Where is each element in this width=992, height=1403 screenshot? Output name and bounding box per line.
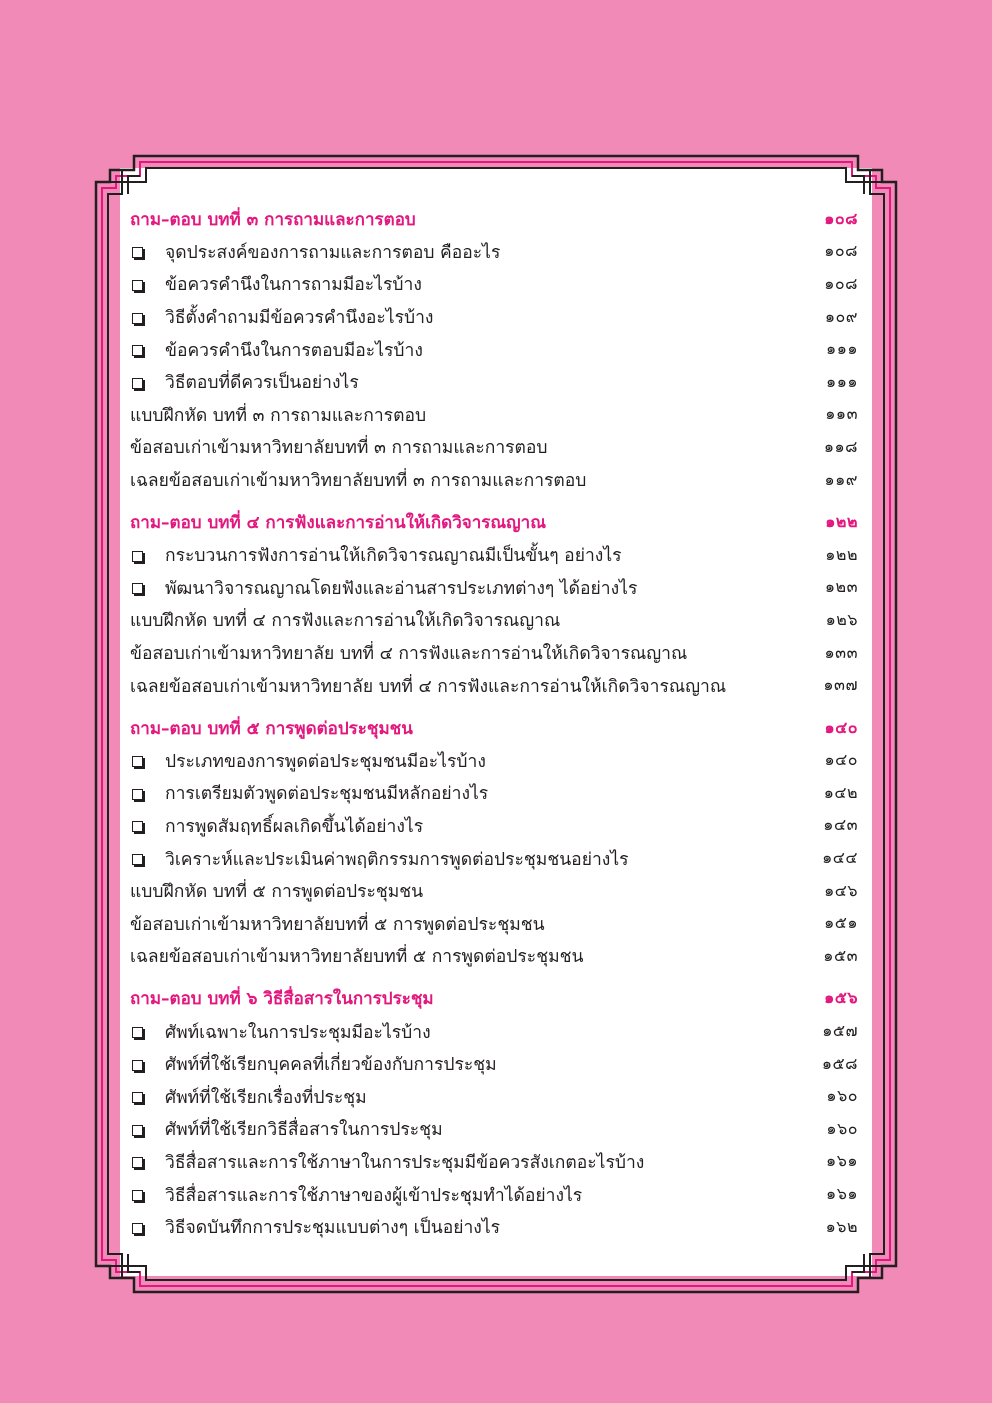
toc-entry-page: ๑๖๑: [826, 1184, 858, 1204]
toc-entry-text: วิธีสื่อสารและการใช้ภาษาของผู้เข้าประชุมทำได้อย่างไร: [165, 1185, 583, 1206]
checkbox-bullet-icon: [132, 583, 143, 594]
checkbox-bullet-icon: [132, 1060, 143, 1071]
toc-entry[interactable]: [130, 236, 858, 269]
toc-entry-page: ๑๔๐: [824, 750, 858, 770]
toc-entry-text: ศัพท์ที่ใช้เรียกบุคคลที่เกี่ยวข้องกับการประชุม: [165, 1055, 497, 1076]
toc-entry-page: ๑๕๓: [823, 945, 858, 965]
toc-entry-text: พัฒนาวิจารณญาณโดยฟังและอ่านสารประเภทต่างๆ ได้อย่างไร: [165, 578, 638, 599]
section-heading[interactable]: [130, 203, 858, 236]
toc-entry-page: ๑๖๒: [825, 1216, 858, 1236]
toc-entry[interactable]: [130, 907, 858, 940]
toc-entry-page: ๑๖๐: [826, 1118, 858, 1138]
toc-entry-page: ๑๕๗: [822, 1021, 858, 1041]
toc-entry[interactable]: [130, 268, 858, 301]
toc-entry-left: [130, 812, 423, 840]
toc-entry[interactable]: [130, 875, 858, 908]
toc-entry-text: ศัพท์เฉพาะในการประชุมมีอะไรบ้าง: [165, 1022, 431, 1043]
toc-entry-left: [130, 270, 422, 298]
toc-entry-text: ศัพท์ที่ใช้เรียกเรื่องที่ประชุม: [165, 1087, 367, 1108]
toc-entry-text: แบบฝึกหัด บทที่ ๕ การพูดต่อประชุมชน: [130, 882, 424, 903]
toc-section: [130, 506, 858, 712]
checkbox-bullet-icon: [132, 345, 143, 356]
toc-entry-left: [130, 1115, 443, 1143]
checkbox-bullet-icon: [132, 1125, 143, 1136]
toc-entry-left: [130, 1083, 367, 1111]
toc-entry-left: [130, 368, 359, 396]
toc-entry-text: ข้อสอบเก่าเข้ามหาวิทยาลัยบทที่ ๕ การพูดต่อประชุมชน: [130, 914, 545, 935]
toc-entry[interactable]: [130, 940, 858, 973]
toc-section: [130, 983, 858, 1244]
section-heading-page: ๑๕๖: [824, 988, 858, 1008]
checkbox-bullet-icon: [132, 1027, 143, 1038]
toc-entry-text: วิธีตอบที่ดีควรเป็นอย่างไร: [165, 373, 359, 394]
toc-entry-left: [130, 942, 583, 970]
toc-section: [130, 712, 858, 983]
toc-entry-page: ๑๒๓: [824, 577, 858, 597]
toc-entry-page: ๑๑๙: [824, 469, 858, 489]
toc-entry-page: ๑๐๙: [824, 306, 858, 326]
toc-entry-text: เฉลยข้อสอบเก่าเข้ามหาวิทยาลัย บทที่ ๔ การฟังและการอ่านให้เกิดวิจารณญาณ: [130, 676, 727, 697]
toc-entry-text: ข้อสอบเก่าเข้ามหาวิทยาลัยบทที่ ๓ การถามและการตอบ: [130, 438, 548, 459]
toc-entry[interactable]: [130, 1178, 858, 1211]
toc-entry-left: [130, 1181, 582, 1209]
toc-entry-text: ข้อควรคำนึงในการตอบมีอะไรบ้าง: [165, 340, 423, 361]
toc-entry-page: ๑๓๓: [824, 642, 858, 662]
toc-entry-left: [130, 845, 629, 873]
toc-entry-page: ๑๒๖: [825, 609, 858, 629]
toc-entry-text: วิธีจดบันทึกการประชุมแบบต่างๆ เป็นอย่างไร: [165, 1218, 501, 1239]
checkbox-bullet-icon: [132, 551, 143, 562]
toc-entry[interactable]: [130, 810, 858, 843]
toc-entry-text: จุดประสงค์ของการถามและการตอบ คืออะไร: [165, 242, 501, 263]
toc-entry-page: ๑๕๑: [824, 913, 858, 933]
checkbox-bullet-icon: [132, 280, 143, 291]
section-heading-page: ๑๒๒: [825, 512, 858, 532]
section-gap: [130, 702, 858, 712]
section-gap: [130, 973, 858, 983]
toc-entry-text: วิเคราะห์และประเมินค่าพฤติกรรมการพูดต่อประชุมชนอย่างไร: [165, 849, 629, 870]
checkbox-bullet-icon: [132, 247, 143, 258]
table-of-contents: [130, 203, 858, 1243]
toc-entry-left: [130, 747, 486, 775]
toc-entry[interactable]: [130, 1048, 858, 1081]
toc-entry[interactable]: [130, 333, 858, 366]
toc-entry[interactable]: [130, 1146, 858, 1179]
toc-entry-page: ๑๔๖: [824, 880, 858, 900]
toc-entry-text: วิธีสื่อสารและการใช้ภาษาในการประชุมมีข้อควรสังเกตอะไรบ้าง: [165, 1152, 645, 1173]
toc-entry-text: ข้อควรคำนึงในการถามมีอะไรบ้าง: [165, 275, 422, 296]
section-heading-title: ถาม–ตอบ บทที่ ๓ การถามและการตอบ: [130, 209, 416, 230]
toc-entry-page: ๑๑๘: [823, 436, 858, 456]
checkbox-bullet-icon: [132, 821, 143, 832]
toc-entry[interactable]: [130, 669, 858, 702]
toc-entry[interactable]: [130, 1080, 858, 1113]
checkbox-bullet-icon: [132, 313, 143, 324]
toc-entry-page: ๑๔๒: [823, 782, 858, 802]
toc-entry-text: การเตรียมตัวพูดต่อประชุมชนมีหลักอย่างไร: [165, 784, 489, 805]
toc-entry-page: ๑๕๘: [821, 1053, 858, 1073]
toc-entry-left: [130, 303, 433, 331]
toc-entry-text: แบบฝึกหัด บทที่ ๓ การถามและการตอบ: [130, 405, 427, 426]
toc-entry-left: [130, 238, 500, 266]
section-heading-title: ถาม–ตอบ บทที่ ๔ การฟังและการอ่านให้เกิดวิจารณญาณ: [130, 513, 546, 534]
toc-entry[interactable]: [130, 842, 858, 875]
toc-entry-page: ๑๖๐: [826, 1086, 858, 1106]
section-heading-page: ๑๔๐: [824, 717, 858, 737]
toc-entry-left: [130, 910, 545, 938]
section-gap: [130, 496, 858, 506]
toc-entry-page: ๑๑๑: [826, 339, 858, 359]
checkbox-bullet-icon: [132, 1223, 143, 1234]
section-heading-page: ๑๐๘: [824, 208, 858, 228]
section-heading-title: ถาม–ตอบ บทที่ ๕ การพูดต่อประชุมชน: [130, 718, 413, 739]
section-heading[interactable]: [130, 506, 858, 539]
toc-section: [130, 203, 858, 506]
toc-entry-text: ข้อสอบเก่าเข้ามหาวิทยาลัย บทที่ ๔ การฟังและการอ่านให้เกิดวิจารณญาณ: [130, 644, 688, 665]
toc-entry[interactable]: [130, 1015, 858, 1048]
toc-entry[interactable]: [130, 1113, 858, 1146]
toc-entry-text: ศัพท์ที่ใช้เรียกวิธีสื่อสารในการประชุม: [165, 1120, 443, 1141]
toc-entry-page: ๑๖๑: [826, 1151, 858, 1171]
toc-entry-page: ๑๐๘: [824, 241, 858, 261]
toc-entry-left: [130, 1018, 431, 1046]
toc-entry-text: วิธีตั้งคำถามมีข้อควรคำนึงอะไรบ้าง: [165, 308, 434, 329]
toc-entry-page: ๑๒๒: [825, 544, 858, 564]
checkbox-bullet-icon: [132, 1092, 143, 1103]
toc-entry-left: [130, 1213, 500, 1241]
toc-entry[interactable]: [130, 431, 858, 464]
toc-entry[interactable]: [130, 745, 858, 778]
toc-entry-page: ๑๑๑: [826, 371, 858, 391]
toc-entry-left: [130, 541, 622, 569]
toc-entry-text: ประเภทของการพูดต่อประชุมชนมีอะไรบ้าง: [165, 751, 486, 772]
toc-entry[interactable]: [130, 399, 858, 432]
toc-entry[interactable]: [130, 604, 858, 637]
toc-entry-text: เฉลยข้อสอบเก่าเข้ามหาวิทยาลัยบทที่ ๕ การพูดต่อประชุมชน: [130, 947, 584, 968]
checkbox-bullet-icon: [132, 756, 143, 767]
toc-entry[interactable]: [130, 366, 858, 399]
toc-entry[interactable]: [130, 637, 858, 670]
toc-entry-text: กระบวนการฟังการอ่านให้เกิดวิจารณญาณมีเป็นขั้นๆ อย่างไร: [165, 546, 622, 567]
toc-entry-text: เฉลยข้อสอบเก่าเข้ามหาวิทยาลัยบทที่ ๓ การถามและการตอบ: [130, 471, 587, 492]
toc-entry-left: [130, 1050, 497, 1078]
toc-entry-left: [130, 574, 637, 602]
toc-entry-page: ๑๐๘: [824, 273, 858, 293]
section-heading-title: ถาม–ตอบ บทที่ ๖ วิธีสื่อสารในการประชุม: [130, 989, 434, 1010]
toc-entry[interactable]: [130, 301, 858, 334]
section-heading[interactable]: [130, 983, 858, 1016]
toc-entry-left: [130, 336, 423, 364]
toc-entry-page: ๑๓๗: [823, 675, 858, 695]
section-heading[interactable]: [130, 712, 858, 745]
toc-entry-left: [130, 877, 423, 905]
toc-entry-left: [130, 433, 548, 461]
checkbox-bullet-icon: [132, 1157, 143, 1168]
checkbox-bullet-icon: [132, 854, 143, 865]
toc-entry[interactable]: [130, 464, 858, 497]
toc-entry-left: [130, 606, 560, 634]
toc-entry-page: ๑๔๔: [822, 848, 858, 868]
toc-entry[interactable]: [130, 539, 858, 572]
toc-entry-page: ๑๑๓: [825, 404, 858, 424]
toc-entry-text: แบบฝึกหัด บทที่ ๔ การฟังและการอ่านให้เกิดวิจารณญาณ: [130, 611, 561, 632]
checkbox-bullet-icon: [132, 1190, 143, 1201]
toc-entry-left: [130, 401, 426, 429]
toc-entry-left: [130, 1148, 644, 1176]
toc-entry[interactable]: [130, 1211, 858, 1244]
toc-entry-left: [130, 639, 687, 667]
toc-entry-left: [130, 779, 488, 807]
toc-entry-text: การพูดสัมฤทธิ์ผลเกิดขึ้นได้อย่างไร: [165, 816, 424, 837]
checkbox-bullet-icon: [132, 378, 143, 389]
toc-entry-page: ๑๔๓: [823, 815, 858, 835]
checkbox-bullet-icon: [132, 789, 143, 800]
toc-entry-left: [130, 466, 586, 494]
toc-entry[interactable]: [130, 572, 858, 605]
toc-entry[interactable]: [130, 777, 858, 810]
toc-entry-left: [130, 672, 726, 700]
